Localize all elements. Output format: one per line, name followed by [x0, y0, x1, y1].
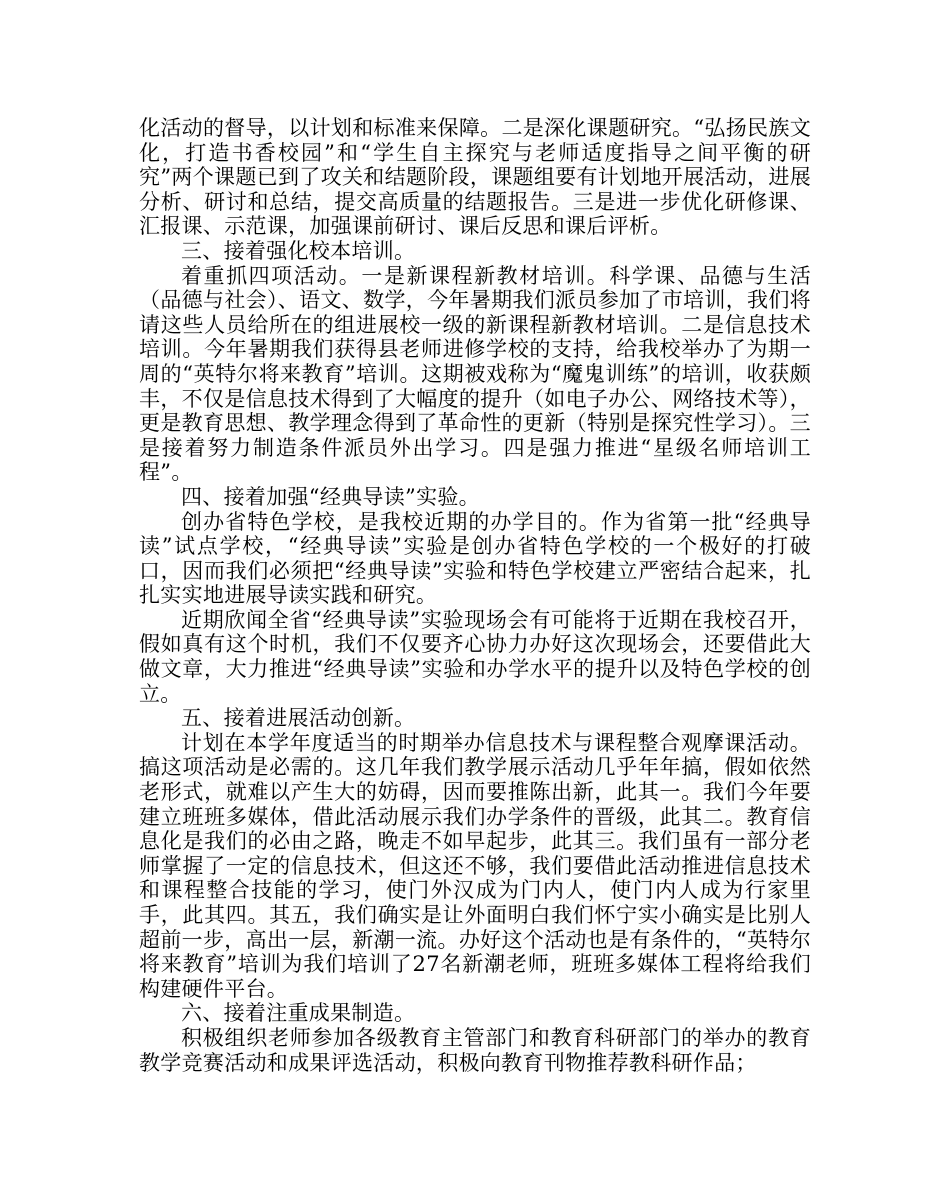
section-heading-5: 五、接着进展活动创新。 [181, 706, 416, 731]
paragraph-3: 着重抓四项活动。一是新课程新教材培训。科学课、品德与生活（品德与社会）、语文、数学，今年暑期我们派员参加了市培训，我们将请这些人员给所在的组进展校一级的新课程新教材培训。二是信息技术培训。今年暑期我们获得县老师进修学校的支持，给我校举办了为期一周的“英特尔将来教育”培训。这期被戏称为“魔鬼训练”的培训，收获颇丰，不仅是信息技术得到了大幅度的提升（如电子办公、网络技术等），更是教育思想、教学理念得到了革命性的更新（特别是探究性学习）。三是接着努力制造条件派员外出学习。四是强力推进“星级名师培训工程”。 [139, 263, 811, 485]
section-heading-4: 四、接着加强“经典导读”实验。 [181, 484, 480, 509]
section-heading-6: 六、接着注重成果制造。 [181, 1001, 416, 1026]
document-body [139, 116, 811, 1075]
section-heading-3: 三、接着强化校本培训。 [181, 238, 416, 263]
paragraph-6: 近期欣闻全省“经典导读”实验现场会有可能将于近期在我校召开，假如真有这个时机，我们不仅要齐心协力办好这次现场会，还要借此大做文章，大力推进“经典导读”实验和办学水平的提升以及特色学校的创立。 [139, 607, 811, 706]
paragraph-5: 创办省特色学校，是我校近期的办学目的。作为省第一批“经典导读”试点学校，“经典导读”实验是创办省特色学校的一个极好的打破口，因而我们必须把“经典导读”实验和特色学校建立严密结合起来，扎扎实实地进展导读实践和研究。 [139, 509, 811, 608]
paragraph-1: 化活动的督导，以计划和标准来保障。二是深化课题研究。“弘扬民族文化，打造书香校园”和“学生自主探究与老师适度指导之间平衡的研究”两个课题已到了攻关和结题阶段，课题组要有计划地开展活动，进展分析、研讨和总结，提交高质量的结题报告。三是进一步优化研修课、汇报课、示范课，加强课前研讨、课后反思和课后评析。 [139, 116, 811, 239]
paragraph-10: 积极组织老师参加各级教育主管部门和教育科研部门的举办的教育教学竞赛活动和成果评选活动，积极向教育刊物推荐教科研作品； [139, 1025, 811, 1075]
paragraph-8: 计划在本学年度适当的时期举办信息技术与课程整合观摩课活动。搞这项活动是必需的。这几年我们教学展示活动几乎年年搞，假如依然老形式，就难以产生大的妨碍，因而要推陈出新，此其一。我们今年要建立班班多媒体，借此活动展示我们办学条件的晋级，此其二。教育信息化是我们的必由之路，晚走不如早起步，此其三。我们虽有一部分老师掌握了一定的信息技术，但这还不够，我们要借此活动推进信息技术和课程整合技能的学习，使门外汉成为门内人，使门内人成为行家里手，此其四。其五，我们确实是让外面明白我们怀宁实小确实是比别人超前一步，高出一层，新潮一流。办好这个活动也是有条件的，“英特尔将来教育”培训为我们培训了27名新潮老师，班班多媒体工程将给我们构建硬件平台。 [139, 730, 811, 1001]
